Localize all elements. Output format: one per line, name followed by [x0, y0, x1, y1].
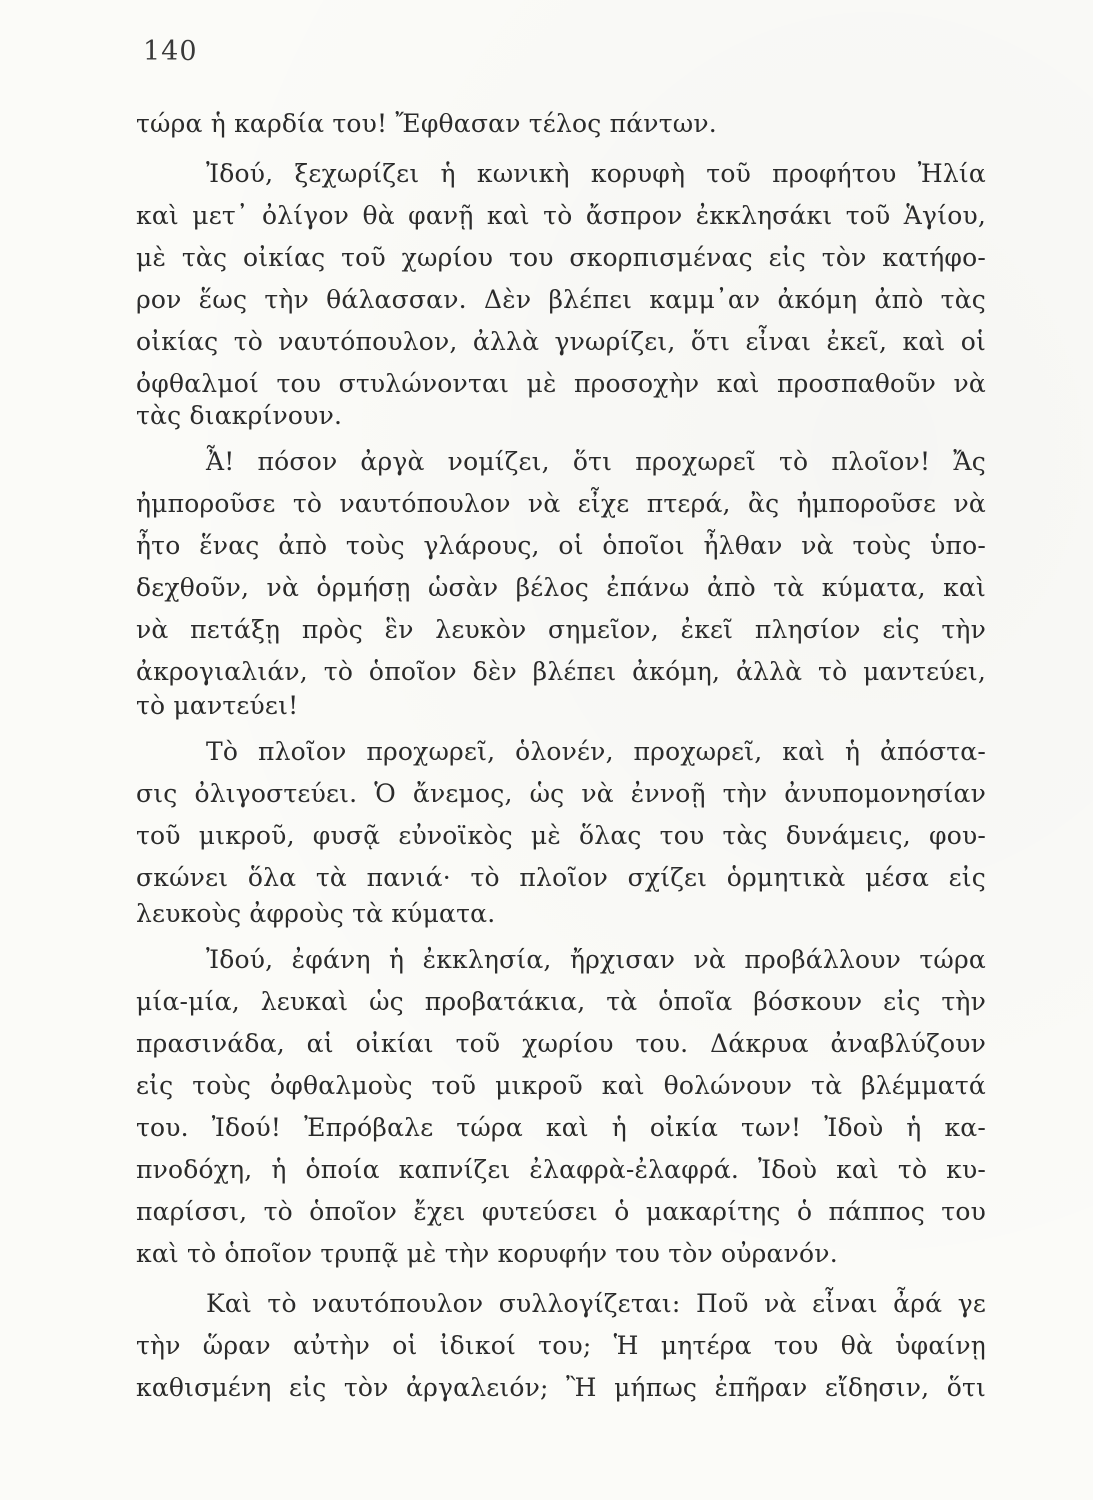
text-line: Ἰδού, ἐφάνη ἡ ἐκκλησία, ἤρχισαν νὰ προβάλλουν τώρα: [206, 945, 986, 974]
text-line: Ἰδού, ξεχωρίζει ἡ κωνικὴ κορυφὴ τοῦ προφήτου Ἠλία: [206, 159, 986, 188]
text-line: νὰ πετάξῃ πρὸς ἓν λευκὸν σημεῖον, ἐκεῖ πλησίον εἰς τὴν: [136, 615, 986, 644]
text-line: καὶ τὸ ὁποῖον τρυπᾷ μὲ τὴν κορυφήν του τὸν οὐρανόν.: [136, 1239, 838, 1268]
page-number: 140: [143, 36, 198, 67]
text-line: ἀκρογιαλιάν, τὸ ὁποῖον δὲν βλέπει ἀκόμη, ἀλλὰ τὸ μαντεύει,: [136, 657, 986, 686]
text-line: Καὶ τὸ ναυτόπουλον συλλογίζεται: Ποῦ νὰ εἶναι ἆρά γε: [206, 1289, 986, 1318]
text-line: οἰκίας τὸ ναυτόπουλον, ἀλλὰ γνωρίζει, ὅτι εἶναι ἐκεῖ, καὶ οἱ: [136, 327, 986, 356]
text-line: τὴν ὥραν αὐτὴν οἱ ἰδικοί του; Ἡ μητέρα του θὰ ὑφαίνῃ: [136, 1331, 986, 1360]
text-line: του. Ἰδού! Ἐπρόβαλε τώρα καὶ ἡ οἰκία των! Ἰδοὺ ἡ κα-: [136, 1113, 986, 1142]
text-line: λευκοὺς ἀφροὺς τὰ κύματα.: [136, 899, 496, 928]
text-line: ρον ἕως τὴν θάλασσαν. Δὲν βλέπει καμμ᾽αν ἀκόμη ἀπὸ τὰς: [136, 285, 986, 314]
text-line: καθισμένη εἰς τὸν ἀργαλειόν; Ἢ μήπως ἐπῆραν εἴδησιν, ὅτι: [136, 1373, 986, 1402]
text-line: ἠμποροῦσε τὸ ναυτόπουλον νὰ εἶχε πτερά, ἂς ἠμποροῦσε νὰ: [136, 489, 986, 518]
text-line: παρίσσι, τὸ ὁποῖον ἔχει φυτεύσει ὁ μακαρίτης ὁ πάππος του: [136, 1197, 986, 1226]
text-line: τοῦ μικροῦ, φυσᾷ εὐνοϊκὸς μὲ ὅλας του τὰς δυνάμεις, φου-: [136, 821, 986, 850]
text-line: Ἆ! πόσον ἀργὰ νομίζει, ὅτι προχωρεῖ τὸ πλοῖον! Ἄς: [206, 447, 986, 476]
text-line: εἰς τοὺς ὀφθαλμοὺς τοῦ μικροῦ καὶ θολώνουν τὰ βλέμματά: [136, 1071, 986, 1100]
text-line: τώρα ἡ καρδία του! Ἔφθασαν τέλος πάντων.: [136, 109, 717, 138]
text-line: ὀφθαλμοί του στυλώνονται μὲ προσοχὴν καὶ προσπαθοῦν νὰ: [136, 369, 986, 398]
text-line: καὶ μετ᾽ ὀλίγον θὰ φανῇ καὶ τὸ ἄσπρον ἐκκλησάκι τοῦ Ἁγίου,: [136, 201, 986, 230]
text-line: μία-μία, λευκαὶ ὡς προβατάκια, τὰ ὁποῖα βόσκουν εἰς τὴν: [136, 987, 986, 1016]
text-line: μὲ τὰς οἰκίας τοῦ χωρίου του σκορπισμένας εἰς τὸν κατήφο-: [136, 243, 986, 272]
text-line: τὰς διακρίνουν.: [136, 401, 343, 430]
text-line: ἦτο ἕνας ἀπὸ τοὺς γλάρους, οἱ ὁποῖοι ἦλθαν νὰ τοὺς ὑπο-: [136, 531, 986, 560]
text-line: σκώνει ὅλα τὰ πανιά· τὸ πλοῖον σχίζει ὁρμητικὰ μέσα εἰς: [136, 863, 986, 892]
text-line: Τὸ πλοῖον προχωρεῖ, ὁλονέν, προχωρεῖ, καὶ ἡ ἀπόστα-: [206, 737, 986, 766]
text-line: πρασινάδα, αἱ οἰκίαι τοῦ χωρίου του. Δάκρυα ἀναβλύζουν: [136, 1029, 986, 1058]
text-line: πνοδόχη, ἡ ὁποία καπνίζει ἐλαφρὰ-ἐλαφρά. Ἰδοὺ καὶ τὸ κυ-: [136, 1155, 986, 1184]
text-line: σις ὀλιγοστεύει. Ὁ ἄνεμος, ὡς νὰ ἐννοῇ τὴν ἀνυπομονησίαν: [136, 779, 986, 808]
text-line: δεχθοῦν, νὰ ὁρμήσῃ ὡσὰν βέλος ἐπάνω ἀπὸ τὰ κύματα, καὶ: [136, 573, 986, 602]
text-line: τὸ μαντεύει!: [136, 691, 299, 720]
